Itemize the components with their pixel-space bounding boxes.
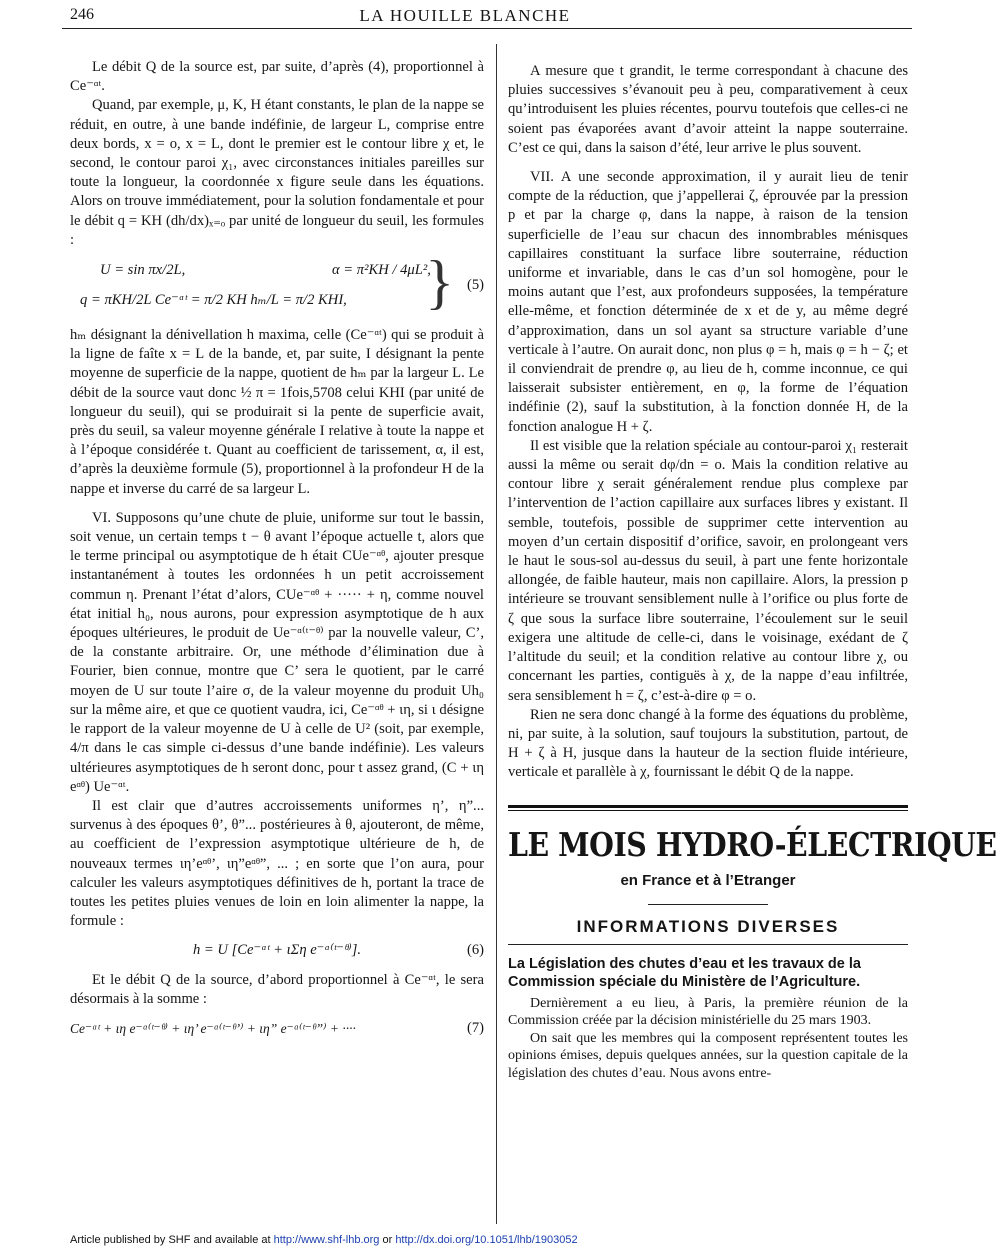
article-title: La Législation des chutes d’eau et les travaux de la Commission spéciale du Ministère de l’Agriculture. [508,955,861,990]
footer-or: or [379,1234,396,1246]
formula-u: U = sin πx/2L, [100,262,186,279]
right-column [508,62,997,1082]
left-column [70,58,484,1049]
equation-number: (6) [466,942,484,959]
paragraph: On sait que les membres qui la composent représentent toutes les opinions émises, depuis quelques années, sur la question capitale de la législation des chutes d’eau. Nous avons entre- [508,1030,908,1081]
page-header [0,6,930,28]
equation-7-body: Ce⁻ᵅᵗ + ιη e⁻ᵅ⁽ᵗ⁻ᶿ⁾ + ιη’ e⁻ᵅ⁽ᵗ⁻ᶿ’⁾ + ιη” e⁻ᵅ⁽ᵗ⁻ᶿ”⁾ + ···· [70,1020,356,1036]
equation-number: (5) [466,277,484,294]
paragraph: Rien ne sera donc changé à la forme des équations du problème, ni, par suite, à la solution, sauf toujours la substitution, partout, de H + ζ à H, jusque dans la hauteur de la section fluide intérieure, verticale et parallèle à χ, fournissant le débit Q de la nappe. [508,706,908,781]
page-number: 246 [70,6,94,23]
paragraph: Il est clair que d’autres accroissements uniformes η’, η”... survenus à des époques θ’, θ”... postérieures à θ, ajouteront, de même, au coefficient de l’expression asymptotique ultérieure de h, de nouveaux termes ιη’eᵅᶿ’, ιη”eᵅᶿ”, ... ; en sorte que l’on aura, pour calculer les valeurs asymptotiques définitives de h, portant la trace de toutes les petites pluies venues de loin en loin alimenter la nappe, la formule : [70,797,484,930]
equation-6 [70,941,484,960]
column-divider [496,44,497,1224]
subtitle: en France et à l’Etranger [620,871,796,889]
equation-6-body: h = U [Ce⁻ᵅᵗ + ιΣη e⁻ᵅ⁽ᵗ⁻ᶿ⁾]. [192,942,362,959]
paragraph: VII. A une seconde approximation, il y aurait lieu de tenir compte de la réduction, que j’appellerai ζ, éprouvée par la pression p et par la charge φ, dans la nappe, à raison de la tension superficielle de l’eau sur chacun des innombrables ménisques capillaires constituant la surface libre souterraine, réduction uniforme et invariable, dans le cas d’un sol homogène, pour le moins autant que l’est, aux profondeurs supposées, la température elle-même, et fonction déterminée de x et de y, au même degré d’approximation, dans un sol ayant sa structure variable d’une verticale à l’autre. On aurait donc, non plus φ = h, mais φ = h − ζ; et il conviendrait de prendre φ, au lieu de h, comme inconnue, ce qui laisserait subsister entièrement, en φ, la forme de l’équation indéfinie (2), sauf la substitution, à la fonction donnée H, de la fonction analogue H + ζ. [508,169,908,435]
formula-q: q = πKH/2L Ce⁻ᵅᵗ = π/2 KH hₘ/L = π/2 KHI, [80,292,347,309]
footer [70,1234,578,1246]
running-title: LA HOUILLE BLANCHE [359,6,571,25]
section-heading: INFORMATIONS DIVERSES [576,916,840,936]
paragraph: hₘ désignant la dénivellation h maxima, celle (Ce⁻ᵅᵗ) qui se produit à la ligne de faîte x = L de la bande, et, par suite, I désignant la pente moyenne de superficie de la nappe, quotient de hₘ par la largeur L. Le débit de la source vaut donc ½ π = 1fois,5708 celui KHI (par unité de longueur du seuil), qui se produirait si la pente de superficie avait, près du seuil, sa valeur moyenne générale I relative à toute la nappe et à l’époque considérée t. Quant au coefficient de tarissement, α, il est, d’après la deuxième formule (5), proportionnel à la profondeur H de la nappe et inverse du carré de sa largeur L. [70,327,484,497]
equation-7 [70,1019,484,1039]
paragraph: Le débit Q de la source est, par suite, d’après (4), proportionnel à Ce⁻ᵅᵗ. [70,59,484,95]
paragraph: Et le débit Q de la source, d’abord proportionnel à Ce⁻ᵅᵗ, le sera désormais à la somme : [70,971,484,1007]
equation-number: (7) [466,1019,484,1036]
paragraph: Il est visible que la relation spéciale au contour-paroi χ₁ resterait aussi la même ou serait dφ/dn = o. Mais la condition relative au contour libre χ serait généralement rendue plus complexe par l’intervention de l’action capillaire aux surfaces libres y existant. Il semble, toutefois, possible de supprimer cette intervention au moyen d’un certain dispositif d’orifice, savoir, en prolongeant vers le haut le sous-sol au-dessus du seuil, à part une fente horizontale allongée, de faible hauteur, mais non capillaire. Alors, la pression p intérieure se trouvant sensiblement nulle à l’orifice ou plus forte de ζ que sous la surface libre souterraine, l’écoulement sur le seuil exigera une altitude de celle-ci, dans le voisinage, exédant de ζ l’altitude du seuil; et la condition relative au contour libre χ, ou concernant les parties, contiguës à χ, de la nappe d’eau infiltrée, sera sensiblement h = ζ, c’est-à-dire φ = o. [508,437,908,704]
big-title: LE MOIS HYDRO-ÉLECTRIQUE [508,824,997,864]
header-rule [62,28,912,29]
formula-block-5 [70,249,484,320]
footer-link-doi[interactable]: http://dx.doi.org/10.1051/lhb/1903052 [395,1234,578,1246]
section-heavy-rule [508,805,908,808]
brace: } [425,249,454,316]
paragraph: Quand, par exemple, μ, K, H étant constants, le plan de la nappe se réduit, en outre, à une bande indéfinie, de largeur L, comprise entre deux bords, x = o, x = L, dont le premier est le contour libre χ et, le second, le contour paroi χ₁, avec circonstances initiales pareilles sur toute la longueur, la coordonnée x figure seule dans les équations. Alors on trouve immédiatement, pour la solution fondamentale et pour le débit q = KH (dh/dx)ₓ₌ₒ par unité de longueur du seuil, les formules : [70,97,484,248]
paragraph: VI. Supposons qu’une chute de pluie, uniforme sur tout le bassin, soit venue, un certain temps t − θ avant l’époque actuelle t, alors que le terme principal ou asymptotique de h était CUe⁻ᵅᶿ, ajouter presque instantanément à toutes les ordonnées h un petit accroissement commun η. Prenant l’état d’alors, CUe⁻ᵅᶿ + ····· + η, comme nouvel état initial h₀, nous aurons, pour expression asymptotique de h aux époques ultérieures, le produit de Ue⁻ᵅ⁽ᵗ⁻ᶿ⁾ par la nouvelle valeur, C’, de la constante arbitraire. Or, une méthode d’élimination due à Fourier, bien connue, montre que C’ sera le quotient, par le carré moyen de U sur toute l’aire σ, de la valeur moyenne du produit Uh₀ sur la même aire, et que ce quotient vaudra, ici, Ce⁻ᵅᶿ + ιη, si ι désigne le rapport de la valeur moyenne de U à celle de U² (soit, par exemple, 4/π dans le cas simple ci-dessus d’une bande indéfinie). Les valeurs ultérieures asymptotiques de h seront donc, pour t assez grand, (C + ιη eᵅᶿ) Ue⁻ᵅᵗ. [70,509,484,795]
section-thin-rule [508,810,908,811]
paragraph: Dernièrement a eu lieu, à Paris, la première réunion de la Commission créée par la décision ministérielle du 25 mars 1903. [508,995,908,1029]
footer-prefix: Article published by SHF and available at [70,1234,274,1246]
divider [648,904,768,905]
divider [508,944,908,945]
paragraph: A mesure que t grandit, le terme correspondant à chacune des pluies successives s’évanouit peu à peu, comparativement à ceux qu’introduisent les pluies récentes, pourvu toutefois que celles-ci ne soient pas évaporées avant d’avoir atteint la nappe souterraine. C’est ce qui, dans la saison d’été, leur arrive le plus souvent. [508,63,908,156]
footer-link-shf[interactable]: http://www.shf-lhb.org [273,1234,380,1246]
formula-alpha: α = π²KH / 4μL², [332,262,431,279]
